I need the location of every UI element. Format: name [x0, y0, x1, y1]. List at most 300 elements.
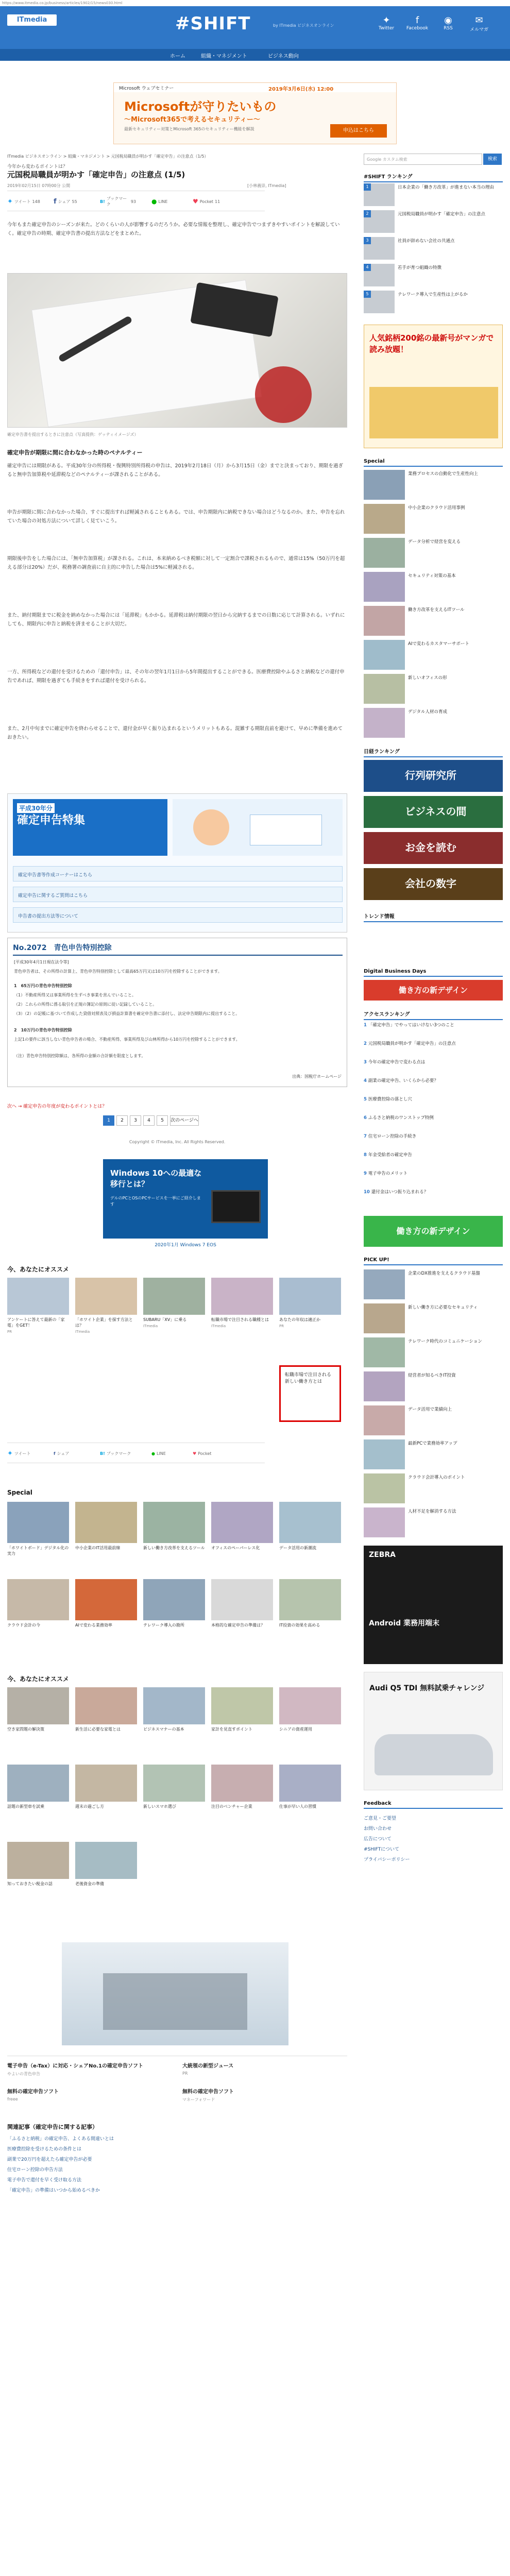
card-title: SUBARU「XV」に乗る — [143, 1317, 187, 1322]
ranking-item[interactable] — [364, 291, 503, 315]
hatena-icon: B! — [100, 1451, 105, 1456]
thumb — [364, 1371, 405, 1401]
trend-title: トレンド情報 — [364, 912, 503, 922]
share-bar-bottom — [7, 1443, 265, 1463]
related-link[interactable]: 副業で20万円を超えたら確定申告が必要 — [7, 2157, 92, 2162]
rank-title: 社員が辞めない会社の共通点 — [398, 239, 455, 244]
page-4[interactable]: 4 — [143, 1115, 155, 1126]
card-title: 仕事が早い人の習慣 — [279, 1804, 316, 1809]
ad-headline: Microsoftが守りたいもの — [124, 99, 277, 114]
sidebar-banner-4[interactable]: 会社の数字 — [364, 868, 503, 900]
card-title: 「ホワイトボード」デジタル化の実力 — [7, 1546, 69, 1556]
dbd-title: Digital Business Days — [364, 969, 503, 977]
item-title: 新しい働き方に必要なセキュリティ — [408, 1305, 478, 1310]
photo-caption: 確定申告書を提出するときに注意点（写真提供：ゲッティイメージズ） — [7, 432, 139, 437]
thumb — [364, 1269, 405, 1299]
bottom-ad[interactable] — [182, 2061, 347, 2084]
audi-text: Audi Q5 TDI 無料試乗チャレンジ — [369, 1684, 485, 1692]
ranking-item[interactable] — [364, 264, 503, 289]
item-title: セキュリティ対策の基本 — [408, 573, 456, 579]
recommend-ad-box[interactable]: 転職市場で注目される新しい働き方とは — [279, 1365, 341, 1422]
thumb — [143, 1765, 205, 1802]
bookmark-button[interactable]: B! ブックマーク — [100, 1451, 131, 1456]
thumb — [364, 606, 405, 636]
rank-title: テレワーク導入で生産性は上がるか — [398, 292, 468, 297]
thumb — [279, 1687, 341, 1724]
manga-covers — [369, 387, 498, 438]
thumb — [7, 1502, 69, 1543]
sidebar-special-item[interactable] — [364, 606, 503, 639]
access-item[interactable]: 9 電子申告のメリット — [364, 1171, 408, 1176]
faq-title: No.2072 青色申告特別控除 — [13, 942, 343, 956]
recommend-card[interactable] — [75, 1842, 137, 1911]
card-source: ITmedia — [143, 1324, 158, 1328]
item-title: 企業のDX推進を支えるクラウド基盤 — [408, 1271, 480, 1276]
recommend-card[interactable] — [279, 1765, 341, 1834]
thumb — [279, 1579, 341, 1620]
faq-source: 出典：国税庁ホームページ — [292, 1074, 342, 1079]
recommend-title: 今、あなたにオススメ — [7, 1266, 69, 1273]
bottom-ad[interactable] — [182, 2087, 347, 2110]
sidebar-special-item[interactable] — [364, 572, 503, 605]
sidebar-green-banner[interactable]: 働き方の新デザイン — [364, 1216, 503, 1247]
faq-line: （3）（2）の記帳に基づいて作成した貸借対照表及び損益計算書を確定申告書に添付し、法定申告期限内に提出すること。 — [14, 1011, 240, 1016]
twitter-icon: ✦ — [7, 1449, 13, 1458]
article-kicker: 今年から変わるポイントは？ — [7, 164, 68, 170]
mail-icon[interactable]: ✉ メルマガ — [469, 15, 488, 32]
pickup-item[interactable] — [364, 1371, 503, 1404]
paragraph-2: 申告が期限に間に合わなかった場合、すぐに提出すれば軽減されることもある。では、申告期限内に納税できない場合はどうなるのか。また、申告を忘れていた場合の対処方法について詳しく見ていこう。 — [7, 510, 345, 524]
related-link[interactable]: 「ふるさと納税」の確定申告、よくある間違いとは — [7, 2137, 114, 2142]
nta-title-block — [13, 799, 167, 856]
pagination — [103, 1115, 199, 1126]
zebra-text: Android 業務用端末 — [369, 1619, 440, 1628]
faq-line: 2 10万円の青色申告特別控除 — [14, 1028, 72, 1032]
bottom-ad[interactable] — [7, 2087, 172, 2110]
ad-title: 無料の確定申告ソフト — [182, 2089, 234, 2095]
feedback-link[interactable]: ご意見・ご要望 — [364, 1816, 397, 1821]
thumb — [211, 1579, 273, 1620]
feature-ad-image[interactable] — [62, 1942, 288, 2045]
win-ad-sub: デルのPCとOSのPCサービスを一挙にご紹介します — [110, 1196, 201, 1207]
card-title: 空き家問題の解決策 — [7, 1727, 44, 1732]
line-icon: ● — [151, 1451, 155, 1456]
feedback-link[interactable]: お問い合わせ — [364, 1826, 392, 1832]
card-title: データ活用の新潮流 — [279, 1546, 316, 1550]
card-title: 注目のベンチャー企業 — [211, 1804, 252, 1809]
thumb — [143, 1502, 205, 1543]
ad-desc: 最新セキュリティー対策とMicrosoft 365のセキュリティー機能を解説 — [124, 127, 254, 131]
thumb — [7, 1579, 69, 1620]
item-title: AIで変わるカスタマーサポート — [408, 641, 469, 647]
next-page-button[interactable]: 次のページへ — [170, 1115, 199, 1126]
card-title: 家計を見直すポイント — [211, 1727, 252, 1732]
access-item[interactable]: 3 今年の確定申告で変わる点は — [364, 1060, 426, 1065]
thumb — [7, 1687, 69, 1724]
rank-number: 2 — [364, 210, 371, 217]
access-item[interactable]: 5 医療費控除の落とし穴 — [364, 1097, 412, 1102]
laptop-image — [211, 1190, 261, 1223]
thumb — [279, 1765, 341, 1802]
special-card[interactable] — [211, 1579, 273, 1648]
next-page-link[interactable]: 次へ → 確定申告の年度が変わるポイントとは？ — [7, 1104, 107, 1109]
article-date: 2019年02月15日 07時00分 公開 — [7, 183, 71, 188]
main-nav — [0, 49, 510, 61]
recommend-card[interactable] — [7, 1842, 69, 1911]
card-title: IT投資の効果を高める — [279, 1623, 320, 1628]
sq-ad-text: 人気銘柄200銘の最新号がマンガで読み放題！ — [369, 333, 494, 354]
related-link[interactable]: 住宅ローン控除の申告方法 — [7, 2167, 63, 2173]
related-list — [7, 2134, 347, 2196]
thumb — [75, 1765, 137, 1802]
person-illustration — [193, 809, 229, 845]
access-ranking-list — [364, 1022, 503, 1208]
card-title: 新生活に必要な家電とは — [75, 1727, 121, 1732]
paragraph-1: 確定申告には期限がある。平成30年分の所得税・復興特別所得税の申告は、2019年2月18日（月）から3月15日（金）までと決まっており、期限を過ぎると無申告加算税や延滞税などのペナルティーが課されることがある。 — [7, 463, 344, 478]
ad-source: PR — [182, 2071, 188, 2076]
building-image — [103, 1973, 247, 2030]
card-title: 知っておきたい税金の話 — [7, 1882, 53, 1886]
related-link[interactable]: 電子申告で還付を早く受け取る方法 — [7, 2178, 82, 2183]
page-3[interactable]: 3 — [130, 1115, 141, 1126]
related-title: 関連記事（確定申告に関する記事） — [7, 2124, 98, 2130]
special-card[interactable] — [279, 1502, 341, 1571]
thumb — [279, 1502, 341, 1543]
item-title: デジタル人材の育成 — [408, 709, 447, 715]
nav-management[interactable]: 組織・マネジメント — [201, 54, 247, 59]
ad-source: freee — [7, 2097, 18, 2102]
thumb — [75, 1278, 137, 1315]
recommend-grid — [7, 1278, 347, 1370]
article-lead: 今年もまた確定申告のシーズンが来た。どのくらいの人が影響するのだろうか。必要な情報を整理し、確定申告でつまずきやすいポイントを解説していく。確定申告の時期、確定申告書の提出方法などをまとめた。 — [7, 222, 340, 236]
ad-title: 電子申告（e-Tax）に対応・シェアNo.1の確定申告ソフト — [7, 2063, 143, 2069]
item-title: 経営者が知るべきIT投資 — [408, 1373, 456, 1378]
share-bar — [7, 191, 265, 211]
nta-special-box[interactable] — [7, 793, 347, 933]
thumb — [364, 470, 405, 500]
faq-line: 1 65万円の青色申告特別控除 — [14, 984, 72, 988]
zebra-logo: ZEBRA — [369, 1551, 396, 1559]
page-1[interactable]: 1 — [103, 1115, 114, 1126]
stamp-pad — [255, 366, 312, 423]
feedback-link[interactable]: 広告について — [364, 1837, 392, 1842]
thumb — [211, 1765, 273, 1802]
faq-line: （1）不動産所得又は事業所得を生ずべき事業を営んでいること。 — [14, 993, 136, 997]
recommend-card[interactable] — [7, 1278, 69, 1347]
rank-title: 若手が育つ組織の特徴 — [398, 265, 442, 270]
pocket-icon: ♥ — [193, 1451, 197, 1456]
pickup-item[interactable] — [364, 1439, 503, 1472]
win-ad-cta: 2020年1月 Windows 7 EOS — [103, 1239, 268, 1252]
article-title: 元国税局職員が明かす「確定申告」の注意点 (1/5) — [7, 170, 185, 179]
sidebar-banner-3[interactable]: お金を読む — [364, 832, 503, 864]
thumb — [279, 1278, 341, 1315]
hatena-icon: B! — [100, 199, 105, 204]
nta-link-2[interactable]: 確定申告に関するご質問はこちら — [13, 887, 343, 902]
card-title: ビジネスマナーの基本 — [143, 1727, 184, 1732]
faq-line: 青色申告者は、その所得の計算上、青色申告特別控除として最高65万円又は10万円を控除することができます。 — [14, 969, 222, 974]
special-card[interactable] — [211, 1502, 273, 1571]
card-title: テレワーク導入の勘所 — [143, 1623, 184, 1628]
search-button[interactable]: 検索 — [483, 154, 502, 165]
ad-title: 大統領の新型ジュース — [182, 2063, 234, 2069]
ad-brand: Microsoft ウェブセミナー — [119, 86, 174, 91]
audi-ad[interactable] — [364, 1672, 503, 1790]
recommend-card[interactable] — [143, 1687, 205, 1756]
twitter-icon[interactable]: ✦ Twitter — [378, 15, 395, 31]
thumb — [75, 1842, 137, 1879]
special-card[interactable] — [143, 1502, 205, 1571]
thumb — [364, 504, 405, 534]
access-item[interactable]: 10 還付金はいつ振り込まれる？ — [364, 1190, 429, 1195]
pocket-button[interactable]: ♥ Pocket — [193, 1451, 212, 1456]
thumb — [143, 1278, 205, 1315]
section-heading: 確定申告が期限に間に合わなかった時のペナルティー — [7, 449, 143, 456]
thumb — [211, 1278, 273, 1315]
sidebar-banner-2[interactable]: ビジネスの間 — [364, 796, 503, 828]
recommend-card[interactable] — [279, 1278, 341, 1347]
access-item[interactable]: 1 「確定申告」でやってはいけない3つのこと — [364, 1023, 454, 1028]
rank-title: 日本企業の「働き方改革」が進まない本当の理由 — [398, 185, 495, 190]
access-item[interactable]: 6 ふるさと納税のワンストップ特例 — [364, 1115, 434, 1121]
thumb — [75, 1687, 137, 1724]
ad-date: 2019年3月6日(水) 12:00 — [268, 87, 334, 92]
recommend-card[interactable] — [75, 1278, 137, 1347]
page-5[interactable]: 5 — [157, 1115, 168, 1126]
rank-title: 元国税局職員が明かす「確定申告」の注意点 — [398, 212, 486, 217]
pickup-item[interactable] — [364, 1507, 503, 1540]
shift-logo[interactable]: #SHIFT — [175, 13, 251, 34]
feedback-link[interactable]: #SHIFTについて — [364, 1847, 400, 1852]
thumb — [7, 1278, 69, 1315]
search-input[interactable]: Google カスタム検索 — [364, 154, 482, 165]
pickup-item[interactable] — [364, 1303, 503, 1336]
thumb — [364, 708, 405, 738]
nta-year: 平成30年分 — [17, 803, 55, 813]
thumb — [364, 1439, 405, 1469]
recommend-card[interactable] — [75, 1765, 137, 1834]
recommend-card[interactable] — [211, 1278, 273, 1347]
ad-source: やよいの青色申告 — [7, 2072, 40, 2076]
access-item[interactable]: 8 年金受給者の確定申告 — [364, 1153, 412, 1158]
feedback-title: Feedback — [364, 1801, 503, 1809]
sidebar-special-item[interactable] — [364, 640, 503, 673]
special-card[interactable] — [279, 1579, 341, 1648]
card-title: 転職市場で注目される職種とは — [211, 1317, 269, 1322]
car-image — [375, 1734, 493, 1775]
card-source: ITmedia — [211, 1324, 226, 1328]
windows-ad[interactable] — [103, 1159, 268, 1252]
sidebar-special-item[interactable] — [364, 708, 503, 741]
ad-cta-button[interactable]: 申込はこちら — [330, 124, 387, 138]
sidebar-special-item[interactable] — [364, 470, 503, 503]
nav-business[interactable]: ビジネス動向 — [268, 54, 299, 59]
line-share-button[interactable]: ● LINE — [151, 198, 168, 205]
nta-link-3[interactable]: 申告書の提出方法等について — [13, 907, 343, 923]
pickup-item[interactable] — [364, 1405, 503, 1438]
card-title: 新しい働き方改革を支えるツール — [143, 1546, 205, 1550]
ad-source: マネーフォワード — [182, 2097, 215, 2102]
card-title: オフィスのペーパーレス化 — [211, 1546, 260, 1550]
shift-sub: by ITmedia ビジネスオンライン — [273, 23, 334, 28]
special-card[interactable] — [75, 1579, 137, 1648]
tweet-button[interactable]: ✦ ツイート 148 — [7, 197, 40, 206]
recommend-card[interactable] — [143, 1765, 205, 1834]
thumb — [7, 1842, 69, 1879]
thumb — [364, 1337, 405, 1367]
browser-url: https://www.itmedia.co.jp/business/articles/1902/15/news030.html — [2, 1, 123, 5]
sidebar-special-item[interactable] — [364, 674, 503, 707]
faq-box — [7, 938, 347, 1087]
pickup-item[interactable] — [364, 1269, 503, 1302]
nta-title: 確定申告特集 — [17, 814, 86, 827]
article-author: [小林義崇, ITmedia] — [247, 183, 286, 188]
item-title: 新しいオフィスの形 — [408, 675, 447, 681]
card-title: 話題の新型車を試乗 — [7, 1804, 44, 1809]
related-link[interactable]: 「確定申告」の準備はいつから始めるべきか — [7, 2188, 100, 2193]
thumb — [211, 1687, 273, 1724]
access-item[interactable]: 7 住宅ローン控除の手続き — [364, 1134, 417, 1139]
recommend-card[interactable] — [279, 1687, 341, 1756]
card-title: 中小企業のIT活用最前線 — [75, 1546, 121, 1550]
special-card[interactable] — [7, 1579, 69, 1648]
item-title: データ活用で業績向上 — [408, 1407, 452, 1412]
article-photo — [7, 273, 347, 428]
itmedia-logo[interactable]: ITmedia — [7, 14, 57, 26]
top-ad-banner[interactable] — [113, 82, 397, 144]
recommend-card[interactable] — [7, 1687, 69, 1756]
ranking-item[interactable] — [364, 183, 503, 208]
page-2[interactable]: 2 — [116, 1115, 128, 1126]
card-title: AIで変わる業務効率 — [75, 1623, 112, 1628]
card-source: PR — [7, 1330, 12, 1334]
ranking-item[interactable] — [364, 237, 503, 262]
thumb — [364, 1507, 405, 1537]
special-title: Special — [7, 1489, 32, 1496]
zebra-ad[interactable] — [364, 1546, 503, 1664]
facebook-share-button[interactable]: f シェア — [54, 1451, 70, 1456]
pickup-title: PICK UP! — [364, 1257, 503, 1265]
card-title: 「ホワイト企業」を探す方法とは？ — [75, 1317, 133, 1328]
thumb — [364, 1405, 405, 1435]
access-item[interactable]: 4 副業の確定申告、いくらから必要？ — [364, 1078, 438, 1083]
thumb — [364, 1473, 405, 1503]
card-title: アンケートに答えて最新の「家電」をGET！ — [7, 1317, 65, 1328]
recommend-card[interactable] — [211, 1687, 273, 1756]
recommend-card[interactable] — [211, 1765, 273, 1834]
sidebar-special-item[interactable] — [364, 504, 503, 537]
nta-link-1[interactable]: 確定申告書等作成コーナーはこちら — [13, 866, 343, 882]
item-title: 業務プロセスの自動化で生産性向上 — [408, 471, 479, 477]
rss-icon[interactable]: ◉ RSS — [444, 15, 453, 31]
faq-line: 上記1の要件に該当しない青色申告者の場合、不動産所得、事業所得及び山林所得から10万円を控除することができます。 — [14, 1037, 240, 1042]
item-title: クラウド会計導入のポイント — [408, 1475, 465, 1480]
card-title: シニアの資産運用 — [279, 1727, 312, 1732]
sidebar-special-title: Special — [364, 459, 503, 467]
card-title: 週末の過ごし方 — [75, 1804, 104, 1809]
bottom-ad[interactable] — [7, 2061, 172, 2084]
sidebar-special-item[interactable] — [364, 538, 503, 571]
line-share-button[interactable]: ● LINE — [151, 1451, 166, 1456]
thumb — [211, 1502, 273, 1543]
paragraph-6: また、2月中旬までに確定申告を終わらせることで、還付金が早く振り込まれるというメリットもある。混雑する期限直前を避けて、早めに準備を進めておきたい。 — [7, 726, 343, 740]
pc-illustration — [250, 815, 322, 845]
card-source: ITmedia — [75, 1330, 90, 1334]
pocket-button[interactable]: ♥ Pocket 11 — [193, 198, 220, 205]
item-title: 最新PCで業務効率アップ — [408, 1441, 457, 1446]
feedback-link[interactable]: プライバシーポリシー — [364, 1857, 410, 1862]
paragraph-4: また、納付期限までに税金を納めなかった場合には「延滞税」もかかる。延滞税は納付期限の翌日から完納するまでの日数に応じて計算される。いずれにしても、期限内に申告と納税を済ませることが大切だ。 — [7, 613, 345, 627]
related-link[interactable]: 医療費控除を受けるための条件とは — [7, 2147, 82, 2152]
ranking-item[interactable] — [364, 210, 503, 235]
item-title: 中小企業のクラウド活用事例 — [408, 505, 465, 511]
special-card[interactable] — [75, 1502, 137, 1571]
faq-line: （注）青色申告特別控除額は、各所得の金額の合計額を限度とします。 — [14, 1054, 146, 1058]
access-item[interactable]: 2 元国税局職員が明かす「確定申告」の注意点 — [364, 1041, 456, 1046]
pocket-icon: ♥ — [193, 198, 198, 205]
special-card[interactable] — [7, 1502, 69, 1571]
recommend-card[interactable] — [75, 1687, 137, 1756]
bottom-ads — [7, 2056, 347, 2112]
thumb — [364, 572, 405, 602]
breadcrumb[interactable]: ITmedia ビジネスオンライン > 組織・マネジメント > 元国税局職員が明かす「確定申告」の注意点（1/5） — [7, 154, 209, 159]
dbd-banner[interactable]: 働き方の新デザイン — [364, 980, 503, 1001]
tweet-button[interactable]: ✦ ツイート — [7, 1449, 31, 1458]
sidebar-banner-1[interactable]: 行列研究所 — [364, 760, 503, 792]
card-title: 本格的な確定申告の準備は？ — [211, 1623, 265, 1628]
card-title: 老後資金の準備 — [75, 1882, 104, 1886]
card-source: PR — [279, 1324, 284, 1328]
sidebar-ad-square[interactable] — [364, 325, 503, 448]
special-card[interactable] — [143, 1579, 205, 1648]
thumb — [364, 538, 405, 568]
card-title: クラウド会計の今 — [7, 1623, 40, 1628]
win-ad-title: Windows 10への最適な移行とは？ — [110, 1168, 202, 1189]
bookmark-button[interactable]: B! ブックマーク 93 — [100, 196, 136, 207]
access-ranking-title: アクセスランキング — [364, 1010, 503, 1020]
recommend-card[interactable] — [7, 1765, 69, 1834]
facebook-share-button[interactable]: f シェア 55 — [54, 197, 77, 206]
thumb — [364, 640, 405, 670]
item-title: テレワーク時代のコミュニケーション — [408, 1339, 482, 1344]
facebook-icon: f — [54, 1451, 56, 1456]
nta-illustration — [173, 799, 343, 856]
recommend-card[interactable] — [143, 1278, 205, 1347]
item-title: データ分析で経営を変える — [408, 539, 461, 545]
special-grid — [7, 1502, 347, 1656]
facebook-icon[interactable]: f Facebook — [406, 15, 429, 31]
item-title: 働き方改革を支えるITツール — [408, 607, 465, 613]
thumb — [364, 674, 405, 704]
rank-number: 4 — [364, 264, 371, 271]
recommend2-grid — [7, 1687, 347, 1924]
item-title: 人材不足を解消する方法 — [408, 1509, 456, 1514]
ad-title: 無料の確定申告ソフト — [7, 2089, 59, 2095]
paragraph-5: 一方、所得税などの還付を受けるための「還付申告」は、その年の翌年1月1日から5年間提出することができる。医療費控除やふるさと納税などの還付申告であれば、期限を過ぎても手続きをすれば還付を受けられる。 — [7, 669, 345, 684]
feedback-list — [364, 1814, 503, 1865]
twitter-icon: ✦ — [7, 197, 13, 206]
rank-number: 5 — [364, 291, 371, 298]
rank-number: 1 — [364, 183, 371, 191]
faq-line: （2）これらの所得に係る取引を正規の簿記の原則に従い記録していること。 — [14, 1002, 157, 1007]
recommend2-title: 今、あなたにオススメ — [7, 1675, 69, 1683]
article-copyright: Copyright © ITmedia, Inc. All Rights Reserved. — [129, 1140, 226, 1144]
pickup-item[interactable] — [364, 1473, 503, 1506]
pickup-item[interactable] — [364, 1337, 503, 1370]
nav-home[interactable]: ホーム — [170, 54, 185, 59]
thumb — [143, 1579, 205, 1620]
ranking2-title: 日経ランキング — [364, 747, 503, 757]
